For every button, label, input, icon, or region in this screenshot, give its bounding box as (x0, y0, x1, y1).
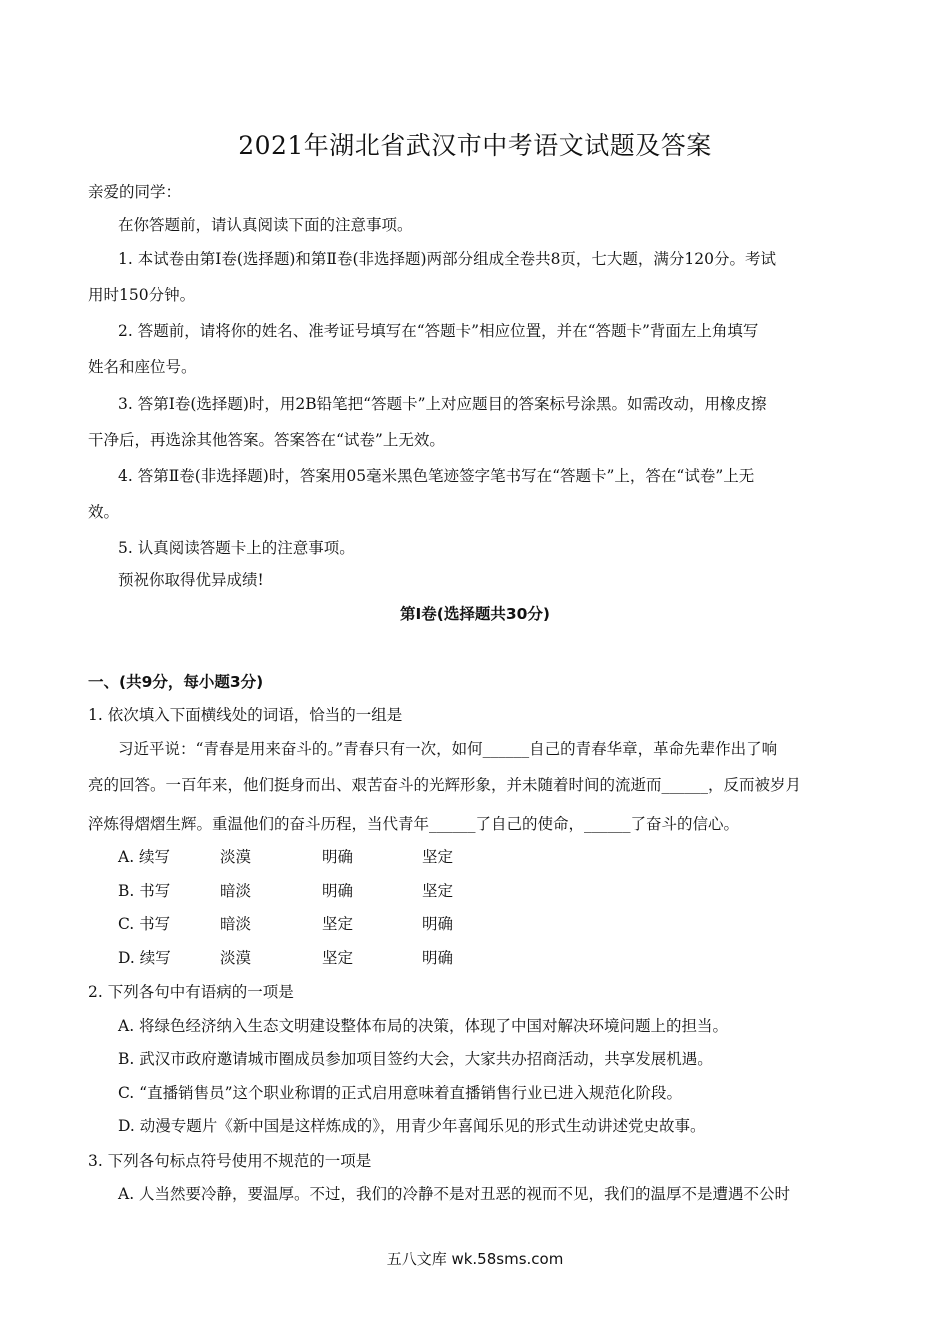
option-word: 明确 (422, 949, 454, 967)
option-word: 明确 (322, 882, 354, 900)
note-1-line-2: 用时150分钟。 (88, 286, 196, 304)
note-1-line-1: 1. 本试卷由第Ⅰ卷(选择题)和第Ⅱ卷(非选择题)两部分组成全卷共8页，七大题，满分120分。考试 (118, 250, 777, 268)
option-word: 暗淡 (220, 882, 252, 900)
q2-option-a: A. 将绿色经济纳入生态文明建设整体布局的决策，体现了中国对解决环境问题上的担当。 (118, 1017, 729, 1035)
page-title: 2021年湖北省武汉市中考语文试题及答案 (238, 131, 712, 160)
note-4-line-1: 4. 答第Ⅱ卷(非选择题)时，答案用05毫米黑色笔迹签字笔书写在“答题卡”上，答在“试卷”上无 (118, 467, 755, 485)
q1-passage-line-1: 习近平说：“青春是用来奋斗的。”青春只有一次，如何______自己的青春华章，革命先辈作出了响 (118, 740, 778, 758)
note-2-line-2: 姓名和座位号。 (88, 358, 197, 376)
note-4-line-2: 效。 (88, 503, 120, 521)
q2-option-c: C. “直播销售员”这个职业称谓的正式启用意味着直播销售行业已进入规范化阶段。 (118, 1084, 683, 1102)
q2-option-b: B. 武汉市政府邀请城市圈成员参加项目签约大会，大家共办招商活动，共享发展机遇。 (118, 1050, 713, 1068)
option-word: 坚定 (422, 882, 454, 900)
option-word: 淡漠 (220, 949, 252, 967)
option-word: 明确 (422, 915, 454, 933)
note-3-line-1: 3. 答第Ⅰ卷(选择题)时，用2B铅笔把“答题卡”上对应题目的答案标号涂黑。如需改动，用橡皮擦 (118, 395, 767, 413)
option-word: 暗淡 (220, 915, 252, 933)
q2-option-d: D. 动漫专题片《新中国是这样炼成的》，用青少年喜闻乐见的形式生动讲述党史故事。 (118, 1117, 706, 1135)
option-word: 坚定 (322, 915, 354, 933)
option-word: 坚定 (422, 848, 454, 866)
q1-passage-line-3: 淬炼得熠熠生辉。重温他们的奋斗历程，当代青年______了自己的使命，______了奋斗的信心。 (88, 815, 740, 833)
note-2-line-1: 2. 答题前，请将你的姓名、准考证号填写在“答题卡”相应位置，并在“答题卡”背面左上角填写 (118, 322, 759, 340)
q1-passage-line-2: 亮的回答。一百年来，他们挺身而出、艰苦奋斗的光辉形象，并未随着时间的流逝而______，反而被岁月 (88, 776, 802, 794)
q2-stem: 2. 下列各句中有语病的一项是 (88, 983, 294, 1001)
part-one-heading: 一、(共9分，每小题3分) (88, 673, 264, 691)
q1-option-b (118, 880, 502, 902)
option-word: A. 续写 (118, 848, 171, 866)
option-word: 淡漠 (220, 848, 252, 866)
option-word: 明确 (322, 848, 354, 866)
section-title: 第Ⅰ卷(选择题共30分) (399, 605, 550, 623)
greeting: 亲爱的同学： (88, 183, 182, 201)
option-word: C. 书写 (118, 915, 171, 933)
option-word: B. 书写 (118, 882, 171, 900)
option-word: 坚定 (322, 949, 354, 967)
q3-option-a: A. 人当然要冷静，要温厚。不过，我们的冷静不是对丑恶的视而不见，我们的温厚不是遭遇不公时 (118, 1185, 791, 1203)
q3-stem: 3. 下列各句标点符号使用不规范的一项是 (88, 1152, 372, 1170)
q1-stem: 1. 依次填入下面横线处的词语，恰当的一组是 (88, 706, 403, 724)
wish-text: 预祝你取得优异成绩! (118, 571, 264, 589)
page-footer: 五八文库 wk.58sms.com (386, 1250, 564, 1268)
note-5: 5. 认真阅读答题卡上的注意事项。 (118, 539, 355, 557)
intro-text: 在你答题前，请认真阅读下面的注意事项。 (118, 216, 413, 234)
q1-option-d (118, 947, 502, 969)
option-word: D. 续写 (118, 949, 171, 967)
q1-option-c (118, 913, 502, 935)
note-3-line-2: 干净后，再选涂其他答案。答案答在“试卷”上无效。 (88, 431, 445, 449)
q1-option-a (118, 846, 502, 868)
